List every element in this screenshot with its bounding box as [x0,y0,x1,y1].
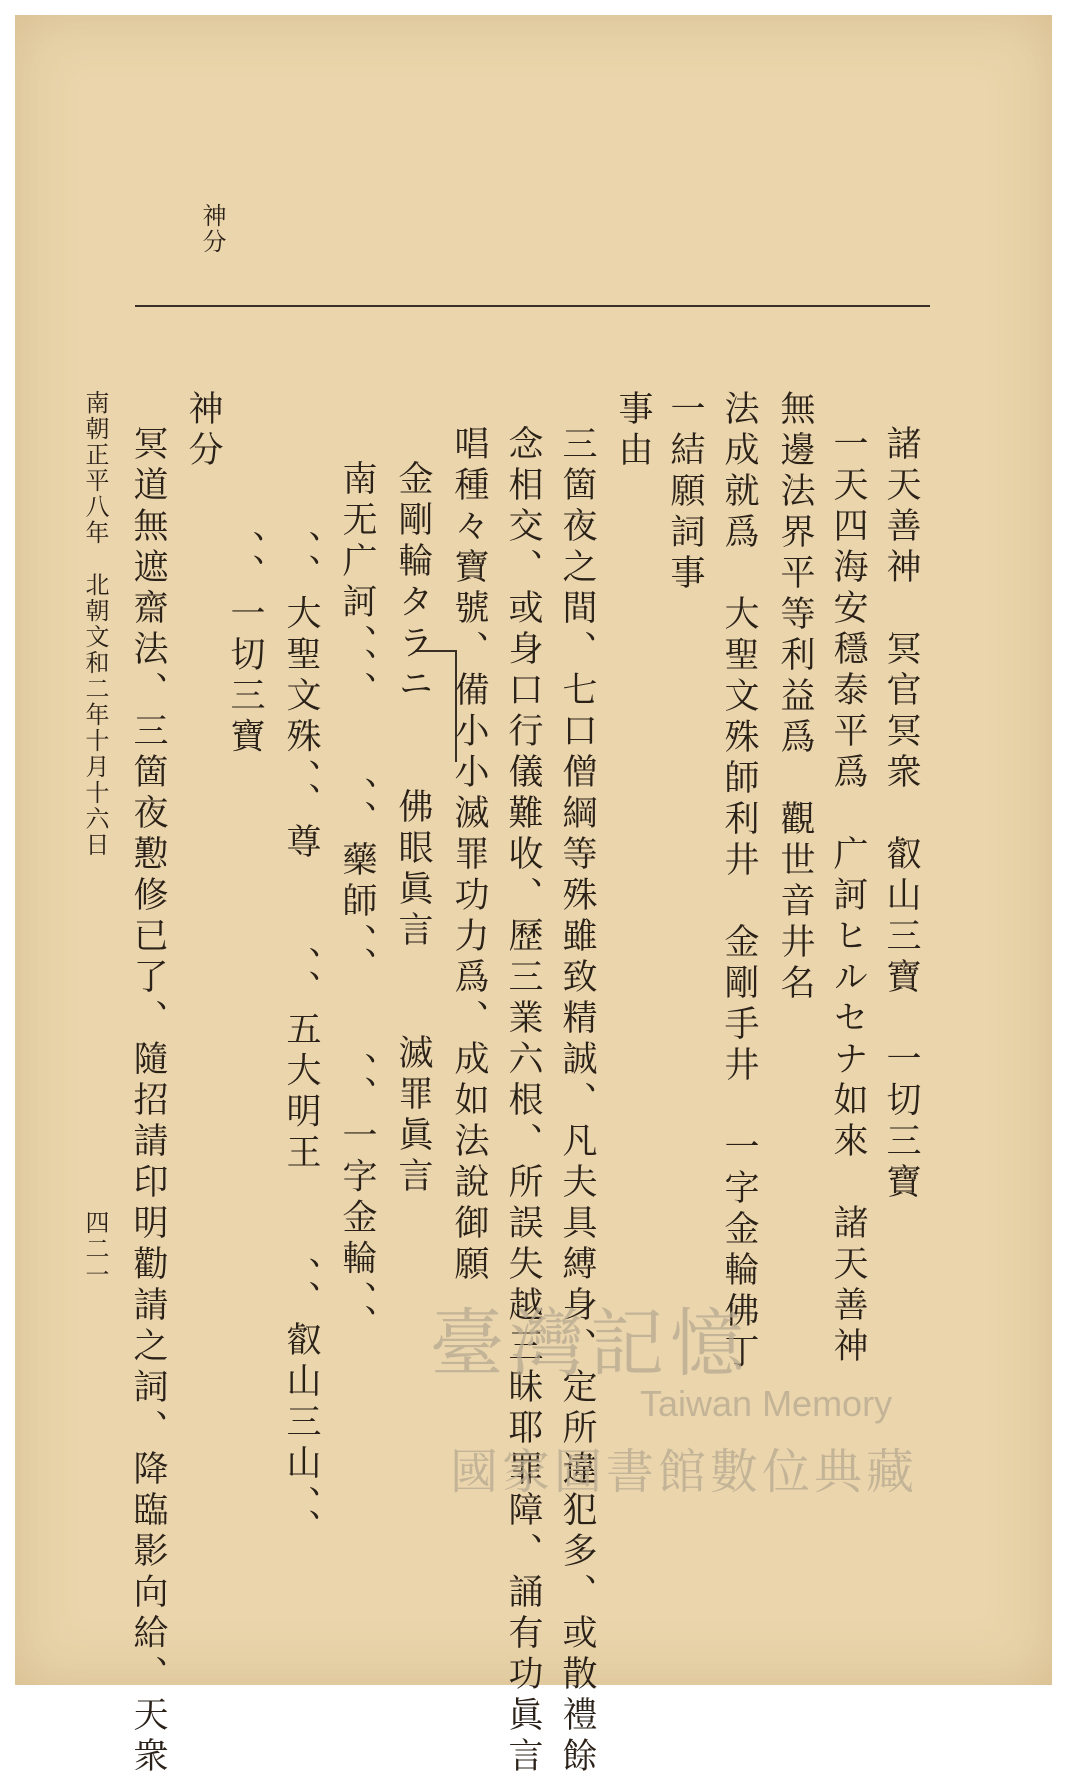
watermark-chinese: 國家圖書館數位典藏 [450,1444,919,1500]
text-column-5: 一結願詞事 [665,390,705,595]
date-line: 南朝正平八年 北朝文和二年十月十六日 [81,390,109,858]
text-column-10: 金剛輪タラニ 佛眼眞言 滅罪眞言 [393,460,433,1198]
watermark-logo: 臺灣記憶 [430,1301,750,1387]
watermark-english: Taiwan Memory [640,1383,893,1424]
text-column-13: 、、一切三寶 [225,530,265,759]
text-column-9: 唱種々寶號、備小小滅罪功力爲、成如法說御願 [449,425,489,1286]
text-column-4: 法成就爲 大聖文殊師利井 金剛手井 一字金輪佛丁 [719,390,759,1374]
text-column-14: 神分 [183,390,223,472]
header-label: 神分 [198,203,226,255]
horizontal-rule [135,305,930,307]
folio-number: 四二一 [81,1210,109,1288]
document-page [15,15,1052,1778]
text-column-2: 一天四海安穩泰平爲 广訶ヒルセナ如來 諸天善神 [828,425,868,1368]
watermark [430,1285,930,1500]
text-column-12: 、、大聖文殊、、尊 、、五大明王 、、叡山三山、、 [281,530,321,1550]
text-column-6: 事由 [613,390,653,472]
text-column-15: 冥道無遮齋法、三箇夜懃修已了、隨招請印明勸請之詞、降臨影向給、天衆 [128,425,168,1778]
text-column-7: 三箇夜之間、七口僧綱等殊雖致精誠、凡夫具縛身、定所違犯多、或散禮餘 [557,425,597,1778]
text-column-11: 南无广訶、、、 、、藥師、、 、、一字金輪、、 [337,460,377,1345]
text-column-1: 諸天善神 冥官冥衆 叡山三寶 一切三寶 [881,425,921,1204]
text-column-8: 念相交、或身口行儀難收、歷三業六根、所誤失越三昧耶罪障、誦有功眞言 [503,425,543,1778]
text-column-3: 無邊法界平等利益爲 觀世音井名 [775,390,815,1005]
